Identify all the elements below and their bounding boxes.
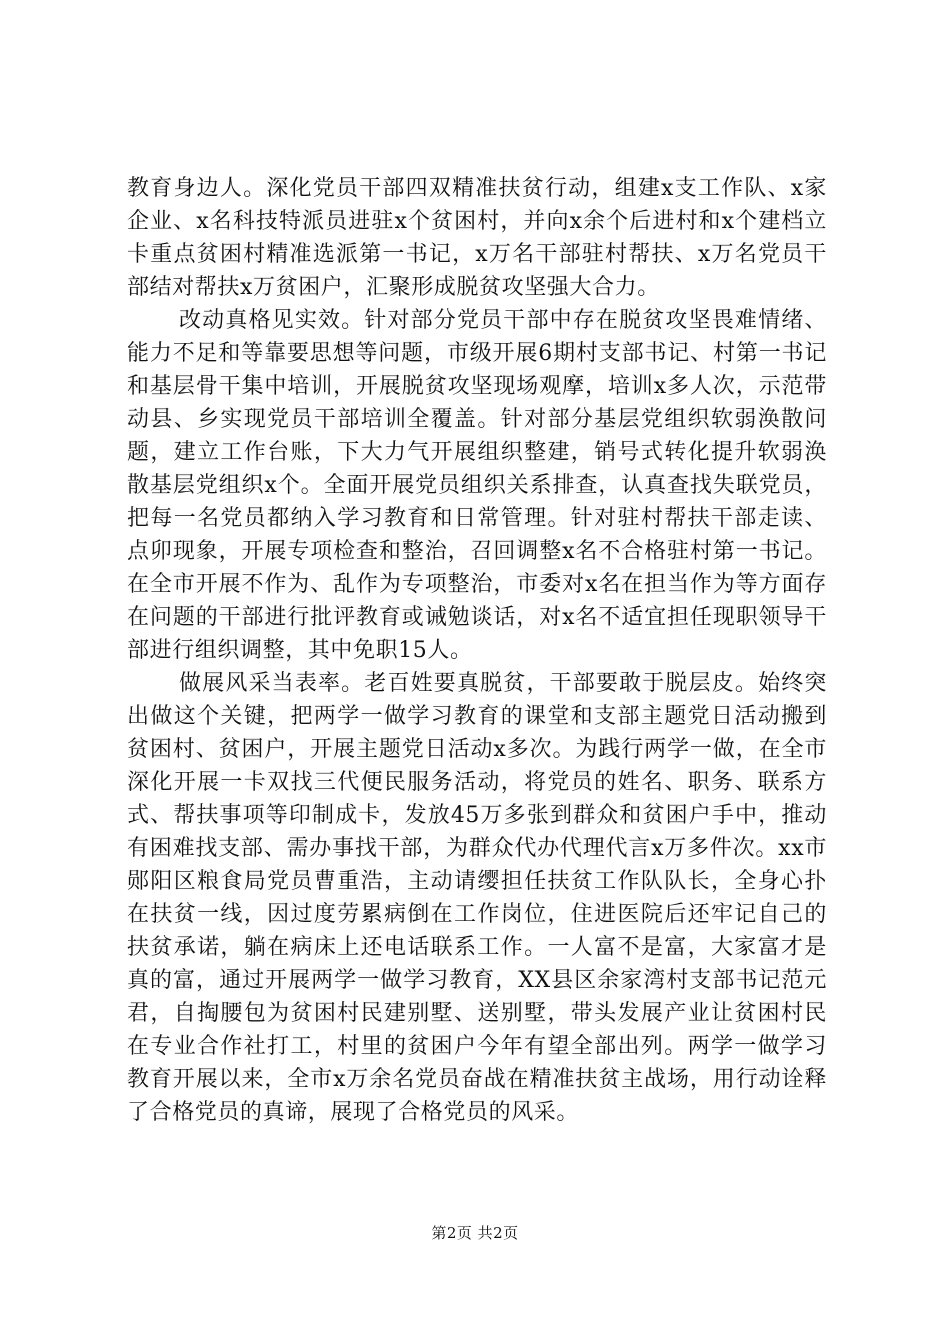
paragraph-gaidong: 改动真格见实效。针对部分党员干部中存在脱贫攻坚畏难情绪、能力不足和等靠要思想等问题，市级开展6期村支部书记、村第一书记和基层骨干集中培训，开展脱贫攻坚现场观摩，培训x多人次，示范带动县、乡实现党员干部培训全覆盖。针对部分基层党组织软弱涣散问题，建立工作台账，下大力气开展组织整建，销号式转化提升软弱涣散基层党组织x个。全面开展党员组织关系排查，认真查找失联党员，把每一名党员都纳入学习教育和日常管理。针对驻村帮扶干部走读、点卯现象，开展专项检查和整治，召回调整x名不合格驻村第一书记。在全市开展不作为、乱作为专项整治，市委对x名在担当作为等方面存在问题的干部进行批评教育或诫勉谈话，对x名不适宜担任现职领导干部进行组织调整，其中免职15人。 xyxy=(127,308,827,663)
page-number-footer: 第2页 共2页 xyxy=(431,1224,519,1242)
paragraph-zuozhan: 做展风采当表率。老百姓要真脱贫，干部要敢于脱层皮。始终突出做这个关键，把两学一做学习教育的课堂和支部主题党日活动搬到贫困村、贫困户，开展主题党日活动x多次。为践行两学一做，在全市深化开展一卡双找三代便民服务活动，将党员的姓名、职务、联系方式、帮扶事项等印制成卡，发放45万多张到群众和贫困户手中，推动有困难找支部、需办事找干部，为群众代办代理代言x万多件次。xx市郧阳区粮食局党员曹重浩，主动请缨担任扶贫工作队队长，全身心扑在扶贫一线，因过度劳累病倒在工作岗位，住进医院后还牢记自己的扶贫承诺，躺在病床上还电话联系工作。一人富不是富，大家富才是真的富，通过开展两学一做学习教育，XX县区余家湾村支部书记范元君，自掏腰包为贫困村民建别墅、送别墅，带头发展产业让贫困村民在专业合作社打工，村里的贫困户今年有望全部出列。两学一做学习教育开展以来，全市x万余名党员奋战在精准扶贫主战场，用行动诠释了合格党员的真谛，展现了合格党员的风采。 xyxy=(127,671,827,1125)
paragraph-continued: 教育身边人。深化党员干部四双精准扶贫行动，组建x支工作队、x家企业、x名科技特派员进驻x个贫困村，并向x余个后进村和x个建档立卡重点贫困村精准选派第一书记，x万名干部驻村帮扶、x万名党员干部结对帮扶x万贫困户，汇聚形成脱贫攻坚强大合力。 xyxy=(127,176,827,300)
document-body xyxy=(127,172,827,1129)
